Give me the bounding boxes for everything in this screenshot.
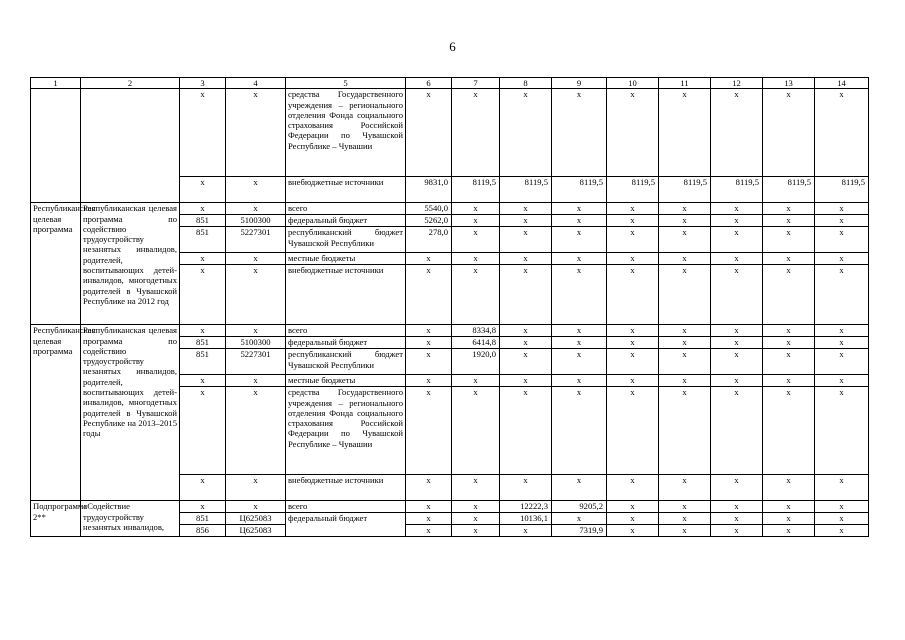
amount-cell: 8119,5: [607, 177, 659, 203]
amount-cell: x: [815, 325, 869, 337]
classifier-code-cell: x: [226, 265, 286, 325]
amount-cell: 5540,0: [406, 203, 452, 215]
classifier-code-cell: x: [226, 177, 286, 203]
amount-cell: 9205,2: [552, 501, 607, 513]
grbs-code-cell: x: [180, 475, 226, 501]
amount-cell: x: [452, 501, 500, 513]
amount-cell: x: [500, 475, 552, 501]
amount-cell: x: [815, 501, 869, 513]
amount-cell: 8334,8: [452, 325, 500, 337]
table-row: [31, 203, 869, 215]
amount-cell: x: [406, 475, 452, 501]
funding-source-cell: всего: [286, 501, 406, 513]
amount-cell: x: [815, 215, 869, 227]
table-body: [31, 78, 869, 537]
column-number: 6: [406, 78, 452, 89]
amount-cell: x: [815, 265, 869, 325]
amount-cell: x: [659, 375, 711, 387]
amount-cell: x: [659, 387, 711, 475]
amount-cell: x: [711, 325, 763, 337]
amount-cell: x: [659, 89, 711, 177]
program-status-cell: Подпрограмма 2**: [31, 501, 81, 536]
amount-cell: 9831,0: [406, 177, 452, 203]
amount-cell: x: [406, 89, 452, 177]
amount-cell: x: [763, 203, 815, 215]
amount-cell: x: [552, 475, 607, 501]
amount-cell: x: [815, 375, 869, 387]
amount-cell: x: [607, 375, 659, 387]
amount-cell: x: [659, 337, 711, 349]
amount-cell: x: [500, 215, 552, 227]
amount-cell: x: [552, 375, 607, 387]
classifier-code-cell: x: [226, 501, 286, 513]
funding-source-cell: федеральный бюджет: [286, 215, 406, 227]
amount-cell: x: [607, 525, 659, 536]
funding-source-cell: средства Государственного учреждения – регионального отделения Фонда социального страхования Российской Федерации по Чувашской Республике – Чувашии: [286, 89, 406, 177]
amount-cell: x: [815, 337, 869, 349]
column-number: 1: [31, 78, 81, 89]
amount-cell: 7319,9: [552, 525, 607, 536]
page-number: 6: [449, 39, 456, 54]
amount-cell: 278,0: [406, 227, 452, 253]
amount-cell: x: [659, 203, 711, 215]
amount-cell: x: [552, 265, 607, 325]
amount-cell: x: [711, 349, 763, 375]
amount-cell: x: [406, 501, 452, 513]
table-row: [31, 501, 869, 513]
funding-source-cell: республиканский бюджет Чувашской Республики: [286, 227, 406, 253]
amount-cell: x: [763, 265, 815, 325]
amount-cell: x: [711, 89, 763, 177]
program-status-cell: Республиканская целевая программа: [31, 203, 81, 325]
column-number: 12: [711, 78, 763, 89]
amount-cell: x: [406, 265, 452, 325]
classifier-code-cell: x: [226, 387, 286, 475]
amount-cell: x: [607, 265, 659, 325]
funding-source-cell: средства Государственного учреждения – регионального отделения Фонда социального страхования Российской Федерации по Чувашской Республике – Чувашии: [286, 387, 406, 475]
amount-cell: x: [500, 349, 552, 375]
classifier-code-cell: 5227301: [226, 349, 286, 375]
column-number: 2: [81, 78, 180, 89]
amount-cell: x: [406, 337, 452, 349]
column-number: 8: [500, 78, 552, 89]
amount-cell: x: [659, 513, 711, 525]
column-number-row: [31, 78, 869, 89]
program-name-cell: Республиканская целевая программа по содействию трудоустройству незанятых инвалидов, родителей, воспитывающих детей-инвалидов, многодетных родителей в Чувашской Республике на 2012 год: [81, 203, 180, 325]
classifier-code-cell: 5100300: [226, 215, 286, 227]
amount-cell: x: [452, 375, 500, 387]
amount-cell: x: [406, 325, 452, 337]
amount-cell: x: [659, 501, 711, 513]
classifier-code-cell: 5227301: [226, 227, 286, 253]
program-status-cell: [31, 89, 81, 203]
grbs-code-cell: 851: [180, 227, 226, 253]
classifier-code-cell: x: [226, 375, 286, 387]
funding-source-cell: всего: [286, 325, 406, 337]
funding-source-cell: внебюджетные источники: [286, 177, 406, 203]
amount-cell: x: [711, 253, 763, 265]
grbs-code-cell: 856: [180, 525, 226, 536]
amount-cell: x: [607, 203, 659, 215]
amount-cell: x: [763, 349, 815, 375]
grbs-code-cell: x: [180, 177, 226, 203]
amount-cell: x: [607, 337, 659, 349]
amount-cell: x: [815, 387, 869, 475]
amount-cell: x: [607, 513, 659, 525]
funding-source-cell: местные бюджеты: [286, 253, 406, 265]
amount-cell: x: [659, 349, 711, 375]
amount-cell: x: [607, 501, 659, 513]
column-number: 14: [815, 78, 869, 89]
amount-cell: x: [607, 387, 659, 475]
amount-cell: x: [815, 349, 869, 375]
amount-cell: x: [406, 513, 452, 525]
amount-cell: x: [406, 253, 452, 265]
classifier-code-cell: x: [226, 203, 286, 215]
amount-cell: x: [763, 89, 815, 177]
amount-cell: x: [659, 265, 711, 325]
amount-cell: x: [552, 215, 607, 227]
amount-cell: x: [552, 337, 607, 349]
amount-cell: x: [452, 475, 500, 501]
amount-cell: x: [659, 227, 711, 253]
amount-cell: x: [552, 513, 607, 525]
amount-cell: x: [607, 253, 659, 265]
amount-cell: x: [659, 215, 711, 227]
amount-cell: x: [659, 475, 711, 501]
amount-cell: x: [815, 203, 869, 215]
amount-cell: x: [607, 325, 659, 337]
grbs-code-cell: 851: [180, 513, 226, 525]
amount-cell: x: [711, 475, 763, 501]
amount-cell: x: [763, 513, 815, 525]
amount-cell: x: [452, 253, 500, 265]
amount-cell: x: [607, 89, 659, 177]
amount-cell: x: [711, 387, 763, 475]
classifier-code-cell: x: [226, 475, 286, 501]
amount-cell: x: [500, 525, 552, 536]
amount-cell: x: [815, 525, 869, 536]
grbs-code-cell: 851: [180, 337, 226, 349]
amount-cell: x: [815, 89, 869, 177]
amount-cell: x: [500, 325, 552, 337]
funding-source-cell: федеральный бюджет: [286, 337, 406, 349]
amount-cell: x: [552, 325, 607, 337]
amount-cell: x: [500, 253, 552, 265]
amount-cell: x: [659, 253, 711, 265]
amount-cell: x: [607, 349, 659, 375]
grbs-code-cell: x: [180, 325, 226, 337]
amount-cell: x: [452, 89, 500, 177]
amount-cell: x: [711, 375, 763, 387]
amount-cell: x: [452, 513, 500, 525]
column-number: 13: [763, 78, 815, 89]
amount-cell: x: [607, 215, 659, 227]
amount-cell: x: [763, 325, 815, 337]
funding-source-cell: [286, 525, 406, 536]
amount-cell: x: [763, 387, 815, 475]
amount-cell: x: [452, 227, 500, 253]
amount-cell: x: [659, 525, 711, 536]
funding-source-cell: внебюджетные источники: [286, 475, 406, 501]
classifier-code-cell: x: [226, 89, 286, 177]
funding-source-cell: внебюджетные источники: [286, 265, 406, 325]
amount-cell: x: [763, 475, 815, 501]
amount-cell: x: [815, 253, 869, 265]
program-name-cell: [81, 89, 180, 203]
amount-cell: x: [711, 265, 763, 325]
classifier-code-cell: Ц625083: [226, 513, 286, 525]
amount-cell: x: [406, 349, 452, 375]
amount-cell: x: [607, 227, 659, 253]
grbs-code-cell: x: [180, 89, 226, 177]
amount-cell: 1920,0: [452, 349, 500, 375]
grbs-code-cell: x: [180, 387, 226, 475]
program-status-cell: Республиканская целевая программа: [31, 325, 81, 501]
table-row: [31, 325, 869, 337]
amount-cell: 8119,5: [763, 177, 815, 203]
column-number: 5: [286, 78, 406, 89]
amount-cell: x: [452, 265, 500, 325]
amount-cell: x: [552, 253, 607, 265]
amount-cell: x: [711, 513, 763, 525]
amount-cell: x: [500, 265, 552, 325]
grbs-code-cell: x: [180, 501, 226, 513]
amount-cell: x: [659, 325, 711, 337]
amount-cell: x: [763, 253, 815, 265]
column-number: 4: [226, 78, 286, 89]
classifier-code-cell: Ц625083: [226, 525, 286, 536]
column-number: 7: [452, 78, 500, 89]
column-number: 3: [180, 78, 226, 89]
amount-cell: x: [552, 227, 607, 253]
budget-table: [30, 77, 869, 537]
amount-cell: x: [452, 215, 500, 227]
amount-cell: 8119,5: [659, 177, 711, 203]
amount-cell: x: [815, 513, 869, 525]
amount-cell: x: [500, 89, 552, 177]
classifier-code-cell: 5100300: [226, 337, 286, 349]
amount-cell: x: [763, 215, 815, 227]
amount-cell: x: [711, 525, 763, 536]
amount-cell: x: [607, 475, 659, 501]
column-number: 11: [659, 78, 711, 89]
amount-cell: x: [763, 525, 815, 536]
amount-cell: x: [500, 387, 552, 475]
amount-cell: x: [500, 337, 552, 349]
grbs-code-cell: 851: [180, 215, 226, 227]
grbs-code-cell: x: [180, 265, 226, 325]
amount-cell: x: [406, 525, 452, 536]
amount-cell: 8119,5: [815, 177, 869, 203]
amount-cell: x: [406, 387, 452, 475]
amount-cell: 6414,8: [452, 337, 500, 349]
amount-cell: x: [711, 501, 763, 513]
amount-cell: x: [763, 227, 815, 253]
amount-cell: x: [452, 525, 500, 536]
amount-cell: 8119,5: [452, 177, 500, 203]
program-name-cell: Республиканская целевая программа по содействию трудоустройству незанятых инвалидов, родителей, воспитывающих детей-инвалидов, многодетных родителей в Чувашской Республике на 2013–2015 годы: [81, 325, 180, 501]
amount-cell: x: [406, 375, 452, 387]
funding-source-cell: федеральный бюджет: [286, 513, 406, 525]
amount-cell: x: [815, 475, 869, 501]
amount-cell: 10136,1: [500, 513, 552, 525]
amount-cell: 8119,5: [552, 177, 607, 203]
amount-cell: x: [763, 501, 815, 513]
amount-cell: x: [452, 203, 500, 215]
program-name-cell: «Содействие трудоустройству незанятых инвалидов,: [81, 501, 180, 536]
amount-cell: 5262,0: [406, 215, 452, 227]
grbs-code-cell: 851: [180, 349, 226, 375]
amount-cell: x: [815, 227, 869, 253]
amount-cell: x: [711, 215, 763, 227]
amount-cell: 8119,5: [500, 177, 552, 203]
amount-cell: 8119,5: [711, 177, 763, 203]
amount-cell: x: [552, 89, 607, 177]
amount-cell: x: [711, 227, 763, 253]
amount-cell: x: [500, 375, 552, 387]
amount-cell: x: [500, 203, 552, 215]
amount-cell: x: [552, 203, 607, 215]
table-row: [31, 89, 869, 177]
amount-cell: x: [500, 227, 552, 253]
grbs-code-cell: x: [180, 203, 226, 215]
column-number: 9: [552, 78, 607, 89]
amount-cell: 12222,3: [500, 501, 552, 513]
classifier-code-cell: x: [226, 253, 286, 265]
amount-cell: x: [763, 375, 815, 387]
funding-source-cell: местные бюджеты: [286, 375, 406, 387]
amount-cell: x: [763, 337, 815, 349]
amount-cell: x: [711, 337, 763, 349]
grbs-code-cell: x: [180, 253, 226, 265]
amount-cell: x: [552, 387, 607, 475]
column-number: 10: [607, 78, 659, 89]
amount-cell: x: [452, 387, 500, 475]
funding-source-cell: всего: [286, 203, 406, 215]
grbs-code-cell: x: [180, 375, 226, 387]
amount-cell: x: [711, 203, 763, 215]
amount-cell: x: [552, 349, 607, 375]
funding-source-cell: республиканский бюджет Чувашской Республики: [286, 349, 406, 375]
classifier-code-cell: x: [226, 325, 286, 337]
